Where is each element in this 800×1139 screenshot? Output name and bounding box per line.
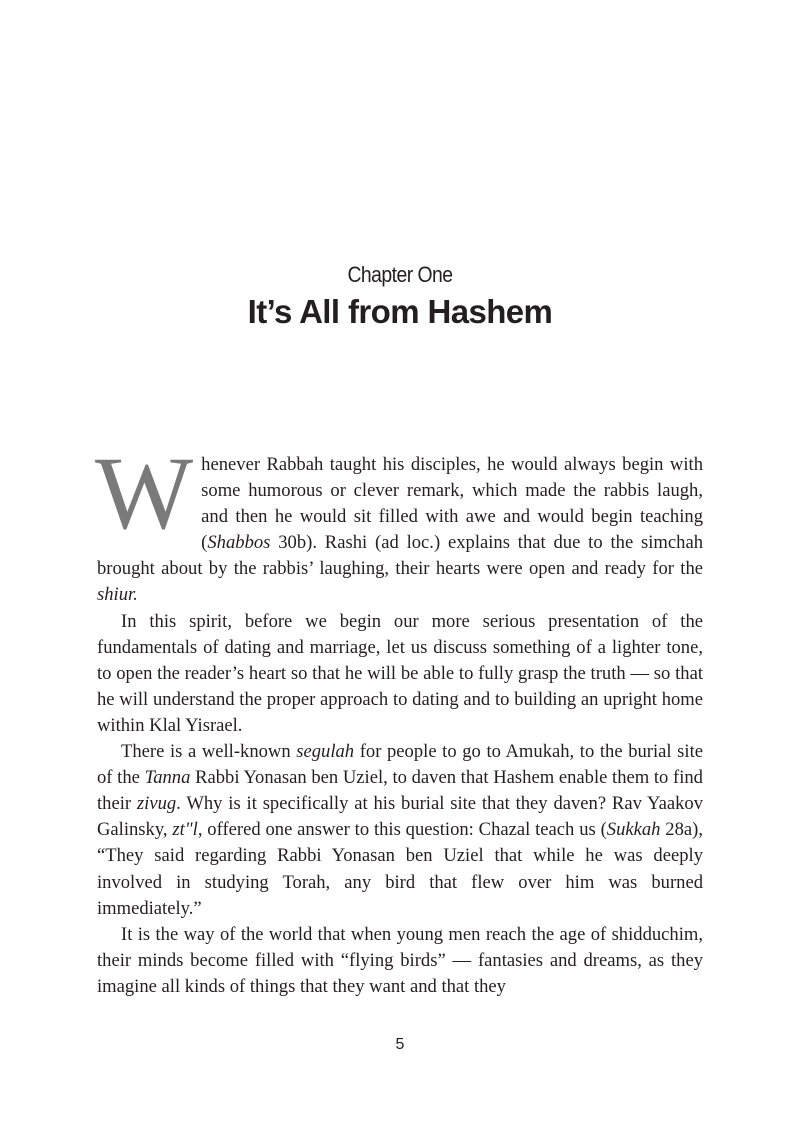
chapter-title: It’s All from Hashem bbox=[247, 293, 553, 330]
italic-text: shiur. bbox=[97, 584, 138, 606]
text-run: Rabbi Yonasan ben Uziel, to daven that Hashem enable them to find their bbox=[97, 767, 703, 815]
chapter-label: Chapter One bbox=[347, 262, 453, 287]
text-run: , offered one answer to this question: Chazal teach us ( bbox=[197, 819, 607, 841]
paragraph bbox=[97, 609, 703, 739]
italic-text: Sukkah bbox=[606, 819, 661, 841]
text-run: 30b). Rashi (ad loc.) explains that due to the simchah brought about by the rabbis’ laughing, their hearts were open and ready for the bbox=[97, 532, 703, 580]
page-number: 5 bbox=[395, 1036, 405, 1053]
paragraph bbox=[97, 922, 703, 1000]
text-run: In this spirit, before we begin our more serious presentation of the fundamentals of dating and marriage, let us discuss something of a lighter tone, to open the reader’s heart so that he will be able to fully grasp the truth — so that he will understand the proper approach to dating and to building an upright home within Klal Yisrael. bbox=[97, 610, 703, 736]
text-run: 28a), “They said regarding Rabbi Yonasan ben Uziel that while he was deeply involved in studying Torah, any bird that flew over him was burned immediately.” bbox=[97, 819, 703, 919]
drop-cap: W bbox=[95, 436, 194, 551]
italic-text: segulah bbox=[296, 741, 355, 763]
text-run: . Why is it specifically at his burial site that they daven? Rav Yaakov Galinsky, bbox=[97, 793, 703, 841]
text-run: It is the way of the world that when young men reach the age of shidduchim, their minds become filled with “flying birds” — fantasies and dreams, as they imagine all kinds of things that they want and that they bbox=[97, 923, 703, 997]
paragraph bbox=[95, 436, 703, 609]
italic-text: Shabbos bbox=[207, 532, 271, 554]
italic-text: zivug bbox=[136, 793, 177, 815]
italic-text: Tanna bbox=[144, 767, 191, 789]
text-run: henever Rabbah taught his disciples, he would always begin with some humorous or clever remark, which made the rabbis laugh, and then he would sit filled with awe and would begin teaching ( bbox=[201, 454, 703, 554]
text-run: There is a well-known bbox=[121, 741, 297, 763]
body-text bbox=[95, 436, 703, 1000]
paragraph bbox=[97, 739, 703, 922]
italic-text: zt"l bbox=[172, 819, 198, 841]
text-run: for people to go to Amukah, to the burial site of the bbox=[97, 741, 703, 789]
